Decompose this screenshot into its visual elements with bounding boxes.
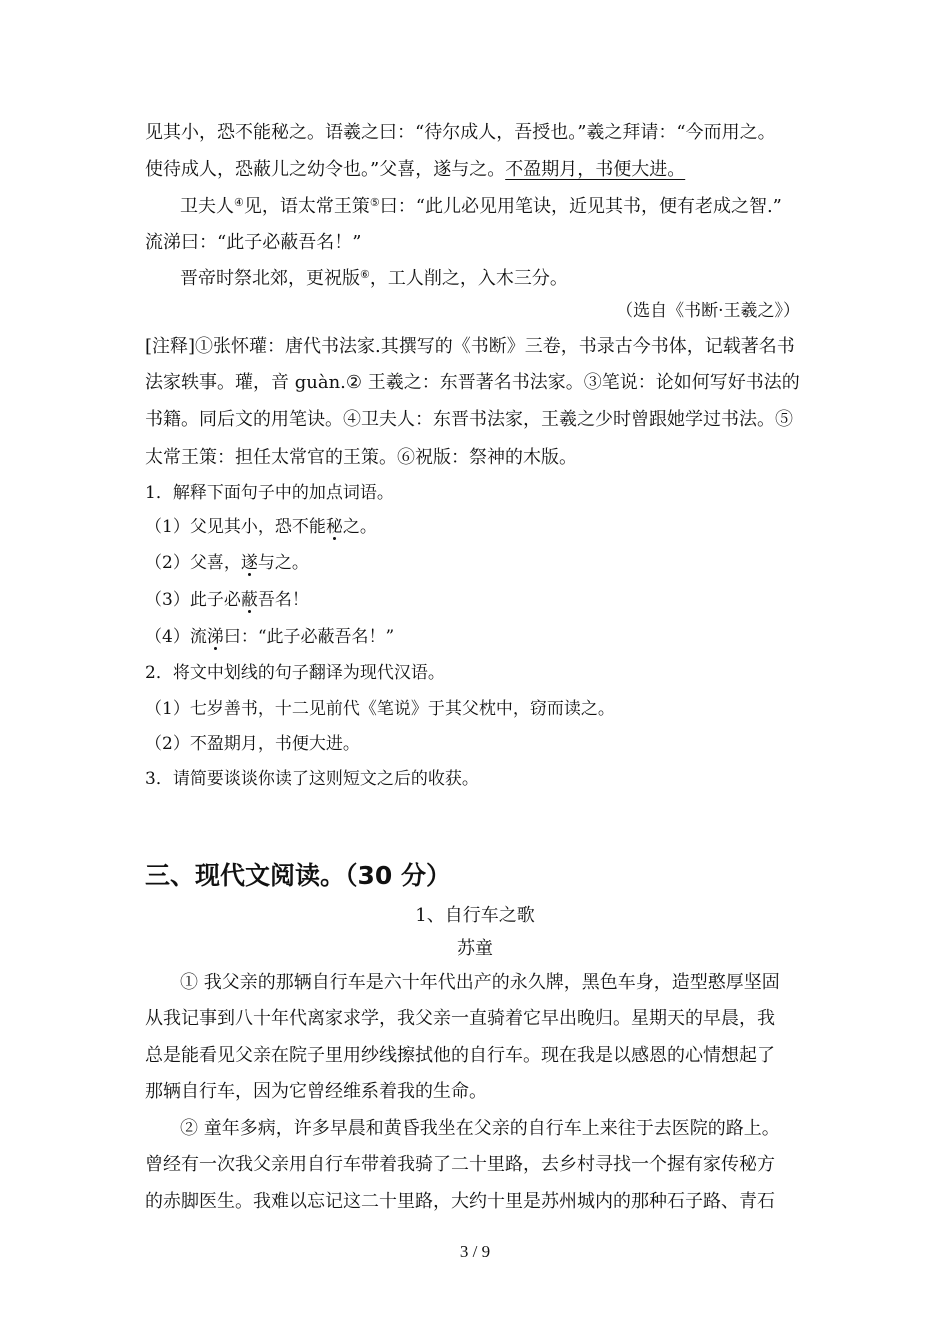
text: （1）七岁善书，十二见前代《笔说》于其父枕中，窃而读之。: [145, 699, 615, 719]
text: 3 / 9: [459, 1242, 491, 1261]
question-2: [145, 660, 815, 686]
article-line: [145, 1079, 815, 1105]
text: 与之。: [257, 553, 309, 573]
source-citation: [145, 298, 800, 324]
passage-line: [145, 230, 815, 256]
text: 那辆自行车，因为它曾经维系着我的生命。: [145, 1081, 487, 1102]
text: （4）流: [145, 627, 207, 647]
text: 卫夫人: [180, 196, 234, 217]
question-1-4: [145, 624, 815, 650]
note-ref: ⑤: [369, 196, 380, 209]
text: 三、现代文阅读。（30 分）: [145, 861, 451, 890]
dotted-word: 秘: [325, 517, 343, 537]
text: 苏童: [457, 938, 493, 959]
text: 3．请简要谈谈你读了这则短文之后的收获。: [145, 769, 479, 789]
article-line: [145, 1152, 815, 1178]
text: 书籍。同后文的用笔诀。④卫夫人：东晋书法家，王羲之少时曾跟她学过书法。⑤: [145, 409, 793, 430]
text: （2）不盈期月，书便大进。: [145, 734, 360, 754]
question-1-3: [145, 587, 815, 613]
text: [注释]①张怀瓘：唐代书法家.其撰写的《书断》三卷，书录古今书体，记载著名书: [145, 336, 795, 357]
text: 曾经有一次我父亲用自行车带着我骑了二十里路，去乡村寻找一个握有家传秘方: [145, 1154, 775, 1175]
question-2-2: [145, 731, 815, 757]
article-title: [145, 903, 805, 929]
text: 使待成人，恐蔽儿之幼令也。”父喜，遂与之。: [145, 159, 506, 180]
text: 见，语太常王策: [243, 196, 370, 217]
text: （3）此子必: [145, 590, 241, 610]
text: 总是能看见父亲在院子里用纱线擦拭他的自行车。现在我是以感恩的心情想起了: [145, 1045, 775, 1066]
dotted-word: 遂: [240, 553, 258, 573]
text: 1．解释下面句子中的加点词语。: [145, 483, 394, 503]
article-line: [145, 1189, 815, 1215]
note-ref: ④: [234, 196, 244, 209]
passage-line: [180, 194, 815, 220]
question-3: [145, 766, 815, 792]
text: 流涕曰：“此子必蔽吾名！”: [145, 232, 362, 253]
text: 吾名！: [257, 590, 309, 610]
text: 见其小，恐不能秘之。语羲之曰：“待尔成人，吾授也。”羲之拜请：“今而用之。: [145, 122, 776, 143]
text: （1）父见其小，恐不能: [145, 517, 326, 537]
text: （2）父喜，: [145, 553, 241, 573]
text: 太常王策：担任太常官的王策。⑥祝版：祭神的木版。: [145, 447, 577, 468]
section-heading: [145, 860, 451, 892]
text: ② 童年多病，许多早晨和黄昏我坐在父亲的自行车上来往于去医院的路上。: [180, 1118, 780, 1139]
passage-line: [145, 157, 815, 183]
notes-line: [145, 370, 815, 396]
question-1: [145, 480, 815, 506]
text: 之。: [342, 517, 377, 537]
passage-line: [145, 120, 815, 146]
dotted-word: 涕: [206, 627, 224, 647]
text: 曰：“此子必蔽吾名！”: [223, 627, 395, 647]
dotted-word: 蔽: [240, 590, 258, 610]
text: （选自《书断·王羲之》）: [616, 301, 800, 321]
text: 晋帝时祭北郊，更祝版: [180, 268, 360, 289]
notes-line: [145, 407, 815, 433]
question-1-2: [145, 550, 815, 576]
note-ref: ⑥: [360, 268, 370, 281]
notes-line: [145, 334, 815, 360]
text: 曰：“此儿必见用笔诀，近见其书，便有老成之智.”: [379, 196, 782, 217]
article-author: [145, 936, 805, 962]
passage-line: [180, 266, 815, 292]
text: 法家轶事。瓘，音 guàn.② 王羲之：东晋著名书法家。③笔说：论如何写好书法的: [145, 372, 800, 393]
text: 的赤脚医生。我难以忘记这二十里路，大约十里是苏州城内的那种石子路、青石: [145, 1191, 775, 1212]
article-line: [180, 970, 815, 996]
text: 2．将文中划线的句子翻译为现代汉语。: [145, 663, 445, 683]
text: ① 我父亲的那辆自行车是六十年代出产的永久牌，黑色车身，造型憨厚坚固: [180, 972, 780, 993]
question-1-1: [145, 514, 815, 540]
notes-line: [145, 445, 815, 471]
page-number: [0, 1242, 950, 1262]
article-line: [145, 1043, 815, 1069]
text: 从我记事到八十年代离家求学，我父亲一直骑着它早出晚归。星期天的早晨，我: [145, 1008, 775, 1029]
article-line: [180, 1116, 815, 1142]
question-2-1: [145, 696, 815, 722]
article-line: [145, 1006, 815, 1032]
text: ，工人削之，入木三分。: [369, 268, 568, 289]
text: 1、自行车之歌: [415, 905, 535, 926]
underlined-sentence: 不盈期月，书便大进。: [505, 159, 686, 180]
